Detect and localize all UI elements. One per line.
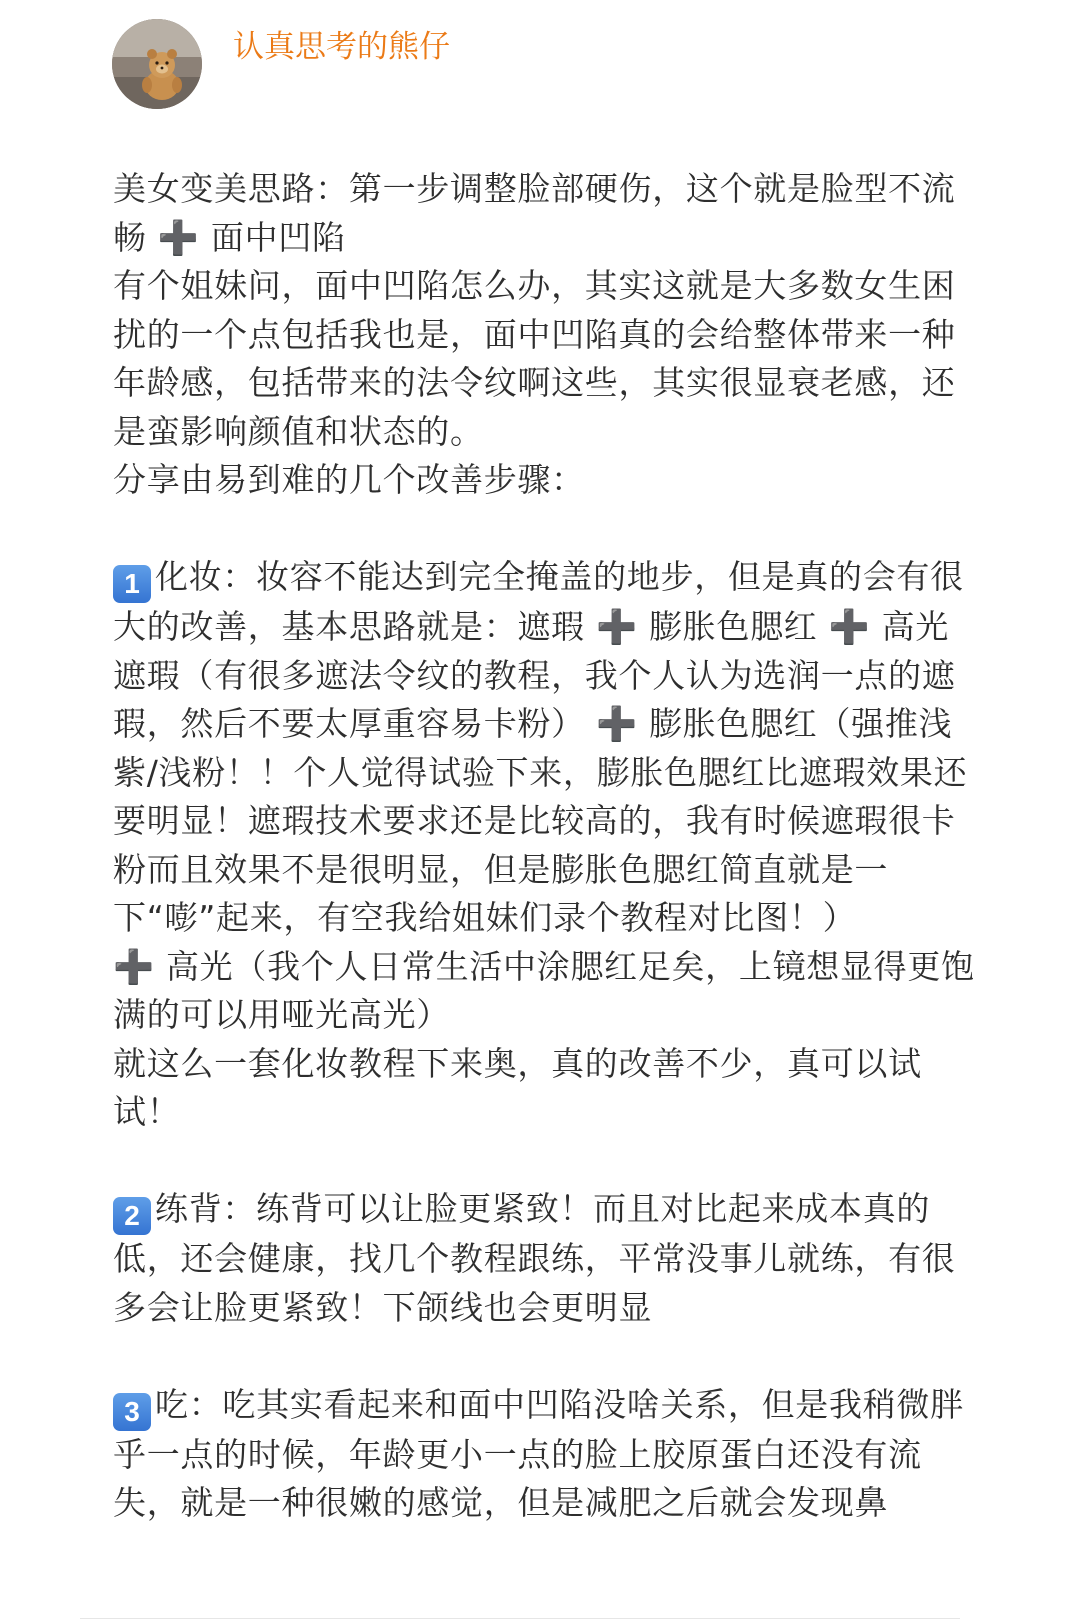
post-header [0,0,1080,120]
author-name[interactable]: 认真思考的熊仔 [233,29,450,65]
author-avatar[interactable] [112,19,202,109]
post-body [113,165,983,1528]
step3-paragraph [113,1381,983,1528]
step1-text: 化妆：妆容不能达到完全掩盖的地步，但是真的会有很大的改善，基本思路就是：遮瑕 ➕ 膨胀色腮红 ➕ 高光 [113,557,964,646]
paragraph-spacer [113,1332,983,1381]
step2-paragraph [113,1185,983,1332]
step1-paragraph: 就这么一套化妆教程下来奥，真的改善不少，真可以试试！ [113,1043,922,1131]
paragraph-spacer [113,505,983,554]
teddy-bear-avatar-icon [112,19,202,109]
bottom-divider [80,1618,960,1619]
step1-paragraph: ➕ 高光（我个人日常生活中涂腮红足矣，上镜想显得更饱满的可以用哑光高光） [113,946,975,1034]
paragraph-spacer [113,1137,983,1186]
keycap-three-icon: 3 [113,1393,151,1431]
intro-paragraph: 分享由易到难的几个改善步骤： [113,460,585,499]
step1-paragraph [113,553,983,652]
keycap-one-icon: 1 [113,565,151,603]
step2-text: 练背：练背可以让脸更紧致！而且对比起来成本真的低，还会健康，找几个教程跟练，平常没事儿就练，有很多会让脸更紧致！下颌线也会更明显 [113,1189,956,1327]
intro-paragraph: 美女变美思路：第一步调整脸部硬伤，这个就是脸型不流畅 ➕ 面中凹陷 [113,169,956,257]
intro-paragraph: 有个姐妹问，面中凹陷怎么办，其实这就是大多数女生困扰的一个点包括我也是，面中凹陷真的会给整体带来一种年龄感，包括带来的法令纹啊这些，其实很显衰老感，还是蛮影响颜值和状态的。 [113,266,956,451]
keycap-two-icon: 2 [113,1197,151,1235]
step1-paragraph: 遮瑕（有很多遮法令纹的教程，我个人认为选润一点的遮瑕，然后不要太厚重容易卡粉） ➕ 膨胀色腮红（强推浅紫/浅粉！！个人觉得试验下来，膨胀色腮红比遮瑕效果还要明显！遮瑕技术要求还是比较高的，我有时候遮瑕很卡粉而且效果不是很明显，但是膨胀色腮红简直就是一下“嘭”起来，有空我给姐妹们录个教程对比图！） [113,655,968,937]
step3-text: 吃：吃其实看起来和面中凹陷没啥关系，但是我稍微胖乎一点的时候，年龄更小一点的脸上胶原蛋白还没有流失，就是一种很嫩的感觉，但是减肥之后就会发现鼻 [113,1384,964,1522]
